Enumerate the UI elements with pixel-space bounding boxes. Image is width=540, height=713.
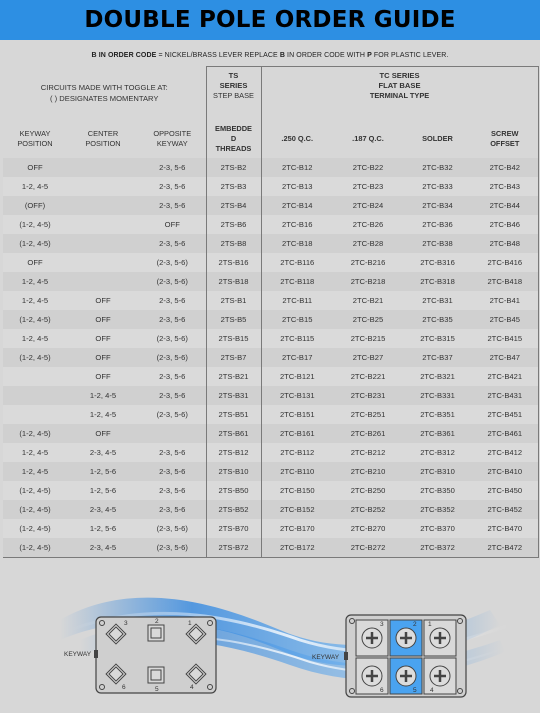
screw-cell: 2TC-B42	[472, 158, 538, 177]
ts-num-4: 4	[190, 684, 194, 691]
solder-cell: 2TC-B351	[403, 405, 472, 424]
qc250-cell: 2TC-B18	[261, 234, 333, 253]
solder-cell: 2TC-B361	[403, 424, 472, 443]
tc-num-1: 1	[428, 621, 432, 628]
keyway-cell: (1-2, 4-5)	[3, 348, 67, 367]
opposite-cell: 2-3, 5-6	[139, 481, 206, 500]
screw-cell: 2TC-B412	[472, 443, 538, 462]
table-row	[3, 196, 538, 215]
screw-cell: 2TC-B415	[472, 329, 538, 348]
opposite-cell: OFF	[139, 215, 206, 234]
screw-offset-label: SCREW OFFSET	[490, 129, 520, 148]
solder-cell: 2TC-B315	[403, 329, 472, 348]
qc187-cell: 2TC-B25	[333, 310, 403, 329]
opposite-cell: 2-3, 5-6	[139, 158, 206, 177]
ts-cell: 2TS-B6	[206, 215, 261, 234]
ts-line-3: STEP BASE	[213, 91, 254, 100]
screw-cell: 2TC-B46	[472, 215, 538, 234]
col-center-position	[67, 120, 139, 158]
qc250-cell: 2TC-B112	[261, 443, 333, 462]
qc187-cell: 2TC-B251	[333, 405, 403, 424]
table-row	[3, 481, 538, 500]
qc187-cell: 2TC-B24	[333, 196, 403, 215]
screw-cell: 2TC-B450	[472, 481, 538, 500]
col-keyway-position	[3, 120, 67, 158]
solder-label: SOLDER	[422, 134, 453, 143]
qc187-cell: 2TC-B221	[333, 367, 403, 386]
table-row	[3, 519, 538, 538]
col-250-qc	[261, 120, 333, 158]
screw-cell: 2TC-B418	[472, 272, 538, 291]
keyway-cell	[3, 367, 67, 386]
title-banner	[0, 0, 540, 40]
ts-num-2: 2	[155, 618, 159, 625]
keyway-cell: (1-2, 4-5)	[3, 538, 67, 558]
qc250-label: .250 Q.C.	[281, 134, 314, 143]
screw-cell: 2TC-B451	[472, 405, 538, 424]
opposite-cell: 2-3, 5-6	[139, 310, 206, 329]
table-row	[3, 405, 538, 424]
screw-cell: 2TC-B421	[472, 367, 538, 386]
center-cell	[67, 158, 139, 177]
ts-cell: 2TS-B72	[206, 538, 261, 558]
ts-cell: 2TS-B70	[206, 519, 261, 538]
screw-cell: 2TC-B416	[472, 253, 538, 272]
keyway-cell: (1-2, 4-5)	[3, 519, 67, 538]
opposite-cell: (2-3, 5-6)	[139, 348, 206, 367]
table-row	[3, 215, 538, 234]
col-187-qc	[333, 120, 403, 158]
keyway-cell: 1-2, 4-5	[3, 443, 67, 462]
note-text-1: = NICKEL/BRASS LEVER REPLACE	[156, 52, 280, 59]
screw-cell: 2TC-B461	[472, 424, 538, 443]
table-row	[3, 272, 538, 291]
ts-cell: 2TS-B15	[206, 329, 261, 348]
solder-cell: 2TC-B34	[403, 196, 472, 215]
ts-cell: 2TS-B21	[206, 367, 261, 386]
tc-num-5: 5	[413, 687, 417, 694]
ts-cell: 2TS-B3	[206, 177, 261, 196]
solder-cell: 2TC-B37	[403, 348, 472, 367]
table-row	[3, 386, 538, 405]
solder-cell: 2TC-B33	[403, 177, 472, 196]
ts-line-2: SERIES	[219, 81, 248, 90]
qc187-cell: 2TC-B212	[333, 443, 403, 462]
ts-cell: 2TS-B31	[206, 386, 261, 405]
table-row	[3, 424, 538, 443]
note-bold-3: P	[367, 52, 372, 59]
ts-cell: 2TS-B8	[206, 234, 261, 253]
table-row	[3, 367, 538, 386]
table-row	[3, 310, 538, 329]
solder-cell: 2TC-B372	[403, 538, 472, 558]
ts-cell: 2TS-B51	[206, 405, 261, 424]
ts-series-header	[206, 67, 261, 121]
qc187-cell: 2TC-B26	[333, 215, 403, 234]
center-cell: 2-3, 4-5	[67, 500, 139, 519]
opposite-cell: 2-3, 5-6	[139, 443, 206, 462]
keyway-cell: 1-2, 4-5	[3, 329, 67, 348]
center-cell: 1-2, 5-6	[67, 481, 139, 500]
ts-cell: 2TS-B12	[206, 443, 261, 462]
center-cell: 1-2, 4-5	[67, 405, 139, 424]
qc187-cell: 2TC-B215	[333, 329, 403, 348]
qc250-cell: 2TC-B110	[261, 462, 333, 481]
center-cell	[67, 234, 139, 253]
tc-num-6: 6	[380, 687, 384, 694]
table-row	[3, 462, 538, 481]
table-row	[3, 158, 538, 177]
qc187-cell: 2TC-B272	[333, 538, 403, 558]
solder-cell: 2TC-B38	[403, 234, 472, 253]
keyway-cell: (1-2, 4-5)	[3, 481, 67, 500]
column-header-row	[3, 120, 538, 158]
header-top-row	[3, 67, 538, 121]
screw-cell: 2TC-B43	[472, 177, 538, 196]
qc250-cell: 2TC-B121	[261, 367, 333, 386]
qc250-cell: 2TC-B15	[261, 310, 333, 329]
col-screw-offset	[472, 120, 538, 158]
center-cell: 1-2, 5-6	[67, 462, 139, 481]
qc250-cell: 2TC-B17	[261, 348, 333, 367]
ts-num-6: 6	[122, 684, 126, 691]
qc187-cell: 2TC-B21	[333, 291, 403, 310]
table-row	[3, 500, 538, 519]
keyway-cell: 1-2, 4-5	[3, 462, 67, 481]
screw-cell: 2TC-B431	[472, 386, 538, 405]
qc187-cell: 2TC-B210	[333, 462, 403, 481]
keyway-cell: (OFF)	[3, 196, 67, 215]
tc-line-1: TC SERIES	[379, 71, 420, 80]
keyway-cell	[3, 386, 67, 405]
center-cell: OFF	[67, 348, 139, 367]
screw-cell: 2TC-B410	[472, 462, 538, 481]
opposite-cell: (2-3, 5-6)	[139, 519, 206, 538]
qc187-cell: 2TC-B231	[333, 386, 403, 405]
table-row	[3, 291, 538, 310]
qc250-cell: 2TC-B16	[261, 215, 333, 234]
center-cell	[67, 253, 139, 272]
opposite-cell: 2-3, 5-6	[139, 291, 206, 310]
ts-num-5: 5	[155, 686, 159, 693]
screw-cell: 2TC-B472	[472, 538, 538, 558]
col-opposite-keyway	[139, 120, 206, 158]
qc250-cell: 2TC-B13	[261, 177, 333, 196]
terminal-diagram	[0, 570, 540, 713]
screw-cell: 2TC-B47	[472, 348, 538, 367]
keyway-cell	[3, 405, 67, 424]
table-row	[3, 234, 538, 253]
qc250-cell: 2TC-B152	[261, 500, 333, 519]
note-text-2: IN ORDER CODE WITH	[284, 52, 368, 59]
solder-cell: 2TC-B352	[403, 500, 472, 519]
ts-cell: 2TS-B18	[206, 272, 261, 291]
note-bold-1: B IN ORDER CODE	[91, 52, 157, 59]
opposite-cell: 2-3, 5-6	[139, 196, 206, 215]
ts-cell: 2TS-B4	[206, 196, 261, 215]
qc250-cell: 2TC-B14	[261, 196, 333, 215]
ts-cell: 2TS-B52	[206, 500, 261, 519]
qc187-cell: 2TC-B28	[333, 234, 403, 253]
center-cell: OFF	[67, 291, 139, 310]
ts-cell: 2TS-B7	[206, 348, 261, 367]
solder-cell: 2TC-B316	[403, 253, 472, 272]
qc187-cell: 2TC-B23	[333, 177, 403, 196]
keyway-cell: OFF	[3, 158, 67, 177]
tc-num-2: 2	[413, 621, 417, 628]
circuits-line-1: CIRCUITS MADE WITH TOGGLE AT:	[40, 83, 168, 93]
table-row	[3, 443, 538, 462]
table-row	[3, 253, 538, 272]
solder-cell: 2TC-B310	[403, 462, 472, 481]
ts-cell: 2TS-B16	[206, 253, 261, 272]
ts-cell: 2TS-B61	[206, 424, 261, 443]
tc-num-3: 3	[380, 621, 384, 628]
solder-cell: 2TC-B370	[403, 519, 472, 538]
table-row	[3, 177, 538, 196]
center-cell: 1-2, 4-5	[67, 386, 139, 405]
opposite-cell: 2-3, 5-6	[139, 367, 206, 386]
circuits-line-2: ( ) DESIGNATES MOMENTARY	[50, 94, 159, 104]
qc250-cell: 2TC-B150	[261, 481, 333, 500]
tc-num-4: 4	[430, 687, 434, 694]
opposite-cell: 2-3, 5-6	[139, 234, 206, 253]
solder-cell: 2TC-B331	[403, 386, 472, 405]
ts-cell: 2TS-B2	[206, 158, 261, 177]
qc187-cell: 2TC-B216	[333, 253, 403, 272]
center-cell: OFF	[67, 310, 139, 329]
qc187-cell: 2TC-B270	[333, 519, 403, 538]
table-row	[3, 348, 538, 367]
center-cell: 1-2, 5-6	[67, 519, 139, 538]
solder-cell: 2TC-B350	[403, 481, 472, 500]
keyway-cell: (1-2, 4-5)	[3, 234, 67, 253]
tc-line-3: TERMINAL TYPE	[369, 91, 430, 100]
solder-cell: 2TC-B321	[403, 367, 472, 386]
ts-num-1: 1	[188, 620, 192, 627]
keyway-cell: (1-2, 4-5)	[3, 215, 67, 234]
opposite-cell	[139, 424, 206, 443]
tc-series-header	[261, 67, 538, 121]
qc187-cell: 2TC-B252	[333, 500, 403, 519]
center-cell	[67, 196, 139, 215]
opposite-cell: (2-3, 5-6)	[139, 329, 206, 348]
opposite-cell: 2-3, 5-6	[139, 386, 206, 405]
screw-cell: 2TC-B45	[472, 310, 538, 329]
center-position-label: CENTER POSITION	[85, 129, 121, 148]
keyway-cell: 1-2, 4-5	[3, 291, 67, 310]
opposite-keyway-label: OPPOSITE KEYWAY	[153, 129, 192, 148]
solder-cell: 2TC-B36	[403, 215, 472, 234]
keyway-cell: OFF	[3, 253, 67, 272]
solder-cell: 2TC-B312	[403, 443, 472, 462]
center-cell: OFF	[67, 424, 139, 443]
qc250-cell: 2TC-B116	[261, 253, 333, 272]
qc187-cell: 2TC-B250	[333, 481, 403, 500]
tc-base-diagram	[312, 615, 466, 697]
qc250-cell: 2TC-B115	[261, 329, 333, 348]
ts-cell: 2TS-B50	[206, 481, 261, 500]
qc187-cell: 2TC-B22	[333, 158, 403, 177]
opposite-cell: (2-3, 5-6)	[139, 272, 206, 291]
keyway-cell: (1-2, 4-5)	[3, 500, 67, 519]
note-bold-2: B	[279, 52, 285, 59]
opposite-cell: (2-3, 5-6)	[139, 538, 206, 558]
qc250-cell: 2TC-B172	[261, 538, 333, 558]
ts-line-1: TS	[228, 71, 239, 80]
order-code-note	[0, 52, 540, 59]
center-cell: OFF	[67, 329, 139, 348]
screw-cell: 2TC-B44	[472, 196, 538, 215]
solder-cell: 2TC-B32	[403, 158, 472, 177]
solder-cell: 2TC-B318	[403, 272, 472, 291]
order-guide-table	[3, 66, 539, 558]
tc-keyway-label: KEYWAY	[312, 654, 340, 661]
qc187-cell: 2TC-B218	[333, 272, 403, 291]
center-cell	[67, 272, 139, 291]
ts-cell: 2TS-B5	[206, 310, 261, 329]
keyway-cell: (1-2, 4-5)	[3, 424, 67, 443]
note-text-3: FOR PLASTIC LEVER.	[371, 52, 449, 59]
solder-cell: 2TC-B35	[403, 310, 472, 329]
opposite-cell: (2-3, 5-6)	[139, 405, 206, 424]
table-row	[3, 538, 538, 558]
keyway-cell: (1-2, 4-5)	[3, 310, 67, 329]
screw-cell: 2TC-B470	[472, 519, 538, 538]
order-table-body	[3, 158, 538, 558]
ts-cell: 2TS-B1	[206, 291, 261, 310]
center-cell: 2-3, 4-5	[67, 443, 139, 462]
opposite-cell: 2-3, 5-6	[139, 177, 206, 196]
col-embedded-threads	[206, 120, 261, 158]
opposite-cell: (2-3, 5-6)	[139, 253, 206, 272]
opposite-cell: 2-3, 5-6	[139, 462, 206, 481]
ts-cell: 2TS-B10	[206, 462, 261, 481]
center-cell	[67, 215, 139, 234]
keyway-cell: 1-2, 4-5	[3, 177, 67, 196]
table-row	[3, 329, 538, 348]
ts-num-3: 3	[124, 620, 128, 627]
qc187-cell: 2TC-B27	[333, 348, 403, 367]
qc250-cell: 2TC-B12	[261, 158, 333, 177]
qc250-cell: 2TC-B161	[261, 424, 333, 443]
embedded-threads-label: EMBEDDE D THREADS	[215, 124, 252, 153]
screw-cell: 2TC-B48	[472, 234, 538, 253]
qc250-cell: 2TC-B151	[261, 405, 333, 424]
center-cell: OFF	[67, 367, 139, 386]
ts-keyway-label: KEYWAY	[64, 651, 92, 658]
qc250-cell: 2TC-B131	[261, 386, 333, 405]
solder-cell: 2TC-B31	[403, 291, 472, 310]
keyway-cell: 1-2, 4-5	[3, 272, 67, 291]
col-solder	[403, 120, 472, 158]
screw-cell: 2TC-B452	[472, 500, 538, 519]
tc-line-2: FLAT BASE	[378, 81, 421, 90]
keyway-position-label: KEYWAY POSITION	[17, 129, 53, 148]
qc187-label: .187 Q.C.	[352, 134, 384, 143]
center-cell	[67, 177, 139, 196]
qc187-cell: 2TC-B261	[333, 424, 403, 443]
opposite-cell: 2-3, 5-6	[139, 500, 206, 519]
screw-cell: 2TC-B41	[472, 291, 538, 310]
qc250-cell: 2TC-B170	[261, 519, 333, 538]
center-cell: 2-3, 4-5	[67, 538, 139, 558]
qc250-cell: 2TC-B118	[261, 272, 333, 291]
circuits-header	[3, 67, 206, 121]
page-title: DOUBLE POLE ORDER GUIDE	[84, 7, 456, 33]
qc250-cell: 2TC-B11	[261, 291, 333, 310]
